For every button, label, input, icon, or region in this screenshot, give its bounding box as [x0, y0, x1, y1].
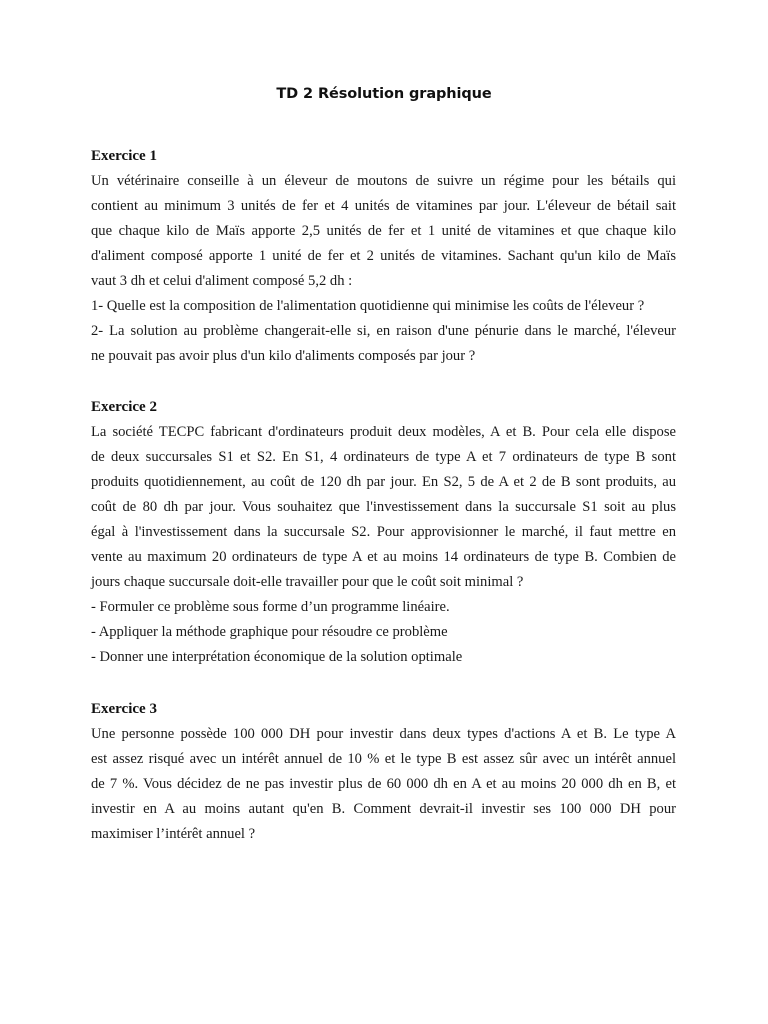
exercise-1-heading: Exercice 1: [91, 148, 157, 164]
exercise-1-body: [91, 169, 676, 370]
text-line: Un vétérinaire conseille à un éleveur de moutons de suivre un régime pour les bétails qui: [91, 172, 676, 189]
text-line: Une personne possède 100 000 DH pour investir dans deux types d'actions A et B. Le type A: [91, 725, 676, 742]
text-line: d'aliment composé apporte 1 unité de fer et 2 unités de vitamines. Sachant qu'un kilo de Maïs: [91, 247, 676, 264]
text-line: coût de 80 dh par jour. Vous souhaitez que l'investissement dans la succursale S1 soit au plus: [91, 498, 676, 515]
text-line: produits quotidiennement, au coût de 120 dh par jour. En S2, 5 de A et 2 de B sont produits, au: [91, 473, 676, 490]
text-line: de deux succursales S1 et S2. En S1, 4 ordinateurs de type A et 7 ordinateurs de type B sont: [91, 448, 676, 465]
exercise-2: [91, 395, 676, 670]
exercise-3: [91, 697, 676, 847]
text-line: est assez risqué avec un intérêt annuel de 10 % et le type B est assez sûr avec un intérêt annuel: [91, 750, 676, 767]
text-line: jours chaque succursale doit-elle travailler pour que le coût soit minimal ?: [91, 574, 524, 591]
text-line: maximiser l’intérêt annuel ?: [91, 825, 256, 842]
text-line: investir en A au moins autant qu'en B. Comment devrait-il investir ses 100 000 DH pour: [91, 800, 676, 817]
question-line: ne pouvait pas avoir plus d'un kilo d'aliments composés par jour ?: [91, 348, 476, 365]
text-line: La société TECPC fabricant d'ordinateurs produit deux modèles, A et B. Pour cela elle dispose: [91, 423, 676, 440]
exercise-2-body: [91, 420, 676, 671]
exercise-1: [91, 144, 676, 369]
exercise-3-heading: Exercice 3: [91, 701, 157, 717]
task-line: - Appliquer la méthode graphique pour résoudre ce problème: [91, 624, 448, 641]
text-line: vente au maximum 20 ordinateurs de type A et au moins 14 ordinateurs de type B. Combien de: [91, 548, 676, 565]
document-title: TD 2 Résolution graphique: [276, 86, 492, 102]
text-line: égal à l'investissement dans la succursale S2. Pour approvisionner le marché, il faut mettre en: [91, 523, 676, 540]
question-line: 1- Quelle est la composition de l'alimentation quotidienne qui minimise les coûts de l'éleveur ?: [91, 297, 645, 314]
question-line: 2- La solution au problème changerait-elle si, en raison d'une pénurie dans le marché, l'éleveur: [91, 323, 676, 340]
text-line: vaut 3 dh et celui d'aliment composé 5,2 dh :: [91, 272, 353, 289]
text-line: contient au minimum 3 unités de fer et 4 unités de vitamines par jour. L'éleveur de bétail sait: [91, 197, 676, 214]
text-line: que chaque kilo de Maïs apporte 2,5 unités de fer et 1 unité de vitamines et que chaque kilo: [91, 222, 676, 239]
text-line: de 7 %. Vous décidez de ne pas investir plus de 60 000 dh en A et au moins 20 000 dh en B, et: [91, 775, 676, 792]
task-line: - Donner une interprétation économique de la solution optimale: [91, 649, 463, 666]
exercise-2-heading: Exercice 2: [91, 399, 157, 415]
exercise-3-body: [91, 722, 676, 847]
task-line: - Formuler ce problème sous forme d’un programme linéaire.: [91, 599, 450, 616]
